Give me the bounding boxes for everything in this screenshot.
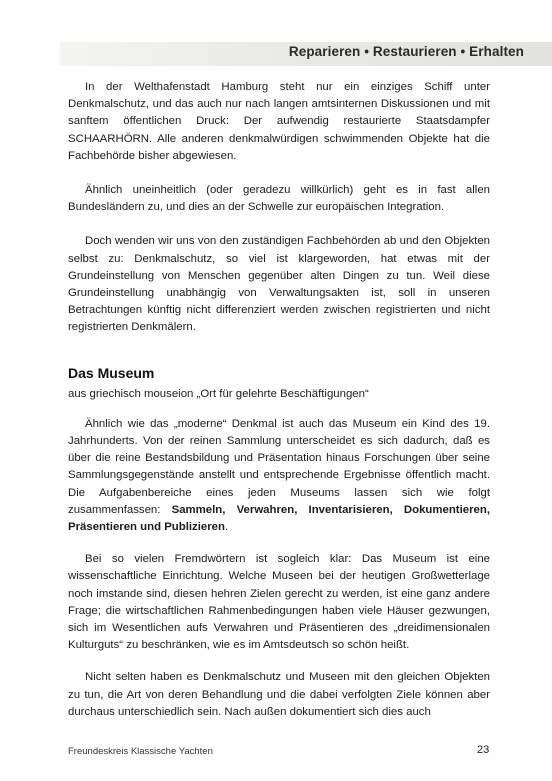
paragraph-end: . xyxy=(224,521,229,534)
paragraph: Bei so vielen Fremdwörtern ist sogleich klar: Das Museum ist eine wissenschaftliche Einrichtung. Welche Museen bei der heutigen Großwetterlage noch imstande sind, diesen hehren Zielen gerecht zu werden, ist eine ganz andere Frage; die wirtschaftlichen Rahmenbedingungen haben viele Häuser gezwungen, sich im Wesentlichen aufs Verwahren und Präsentieren des „dreidimensionalen Kulturguts“ zu beschränken, wie es im Amtsdeutsch so schön heißt. xyxy=(68,553,490,652)
section-heading: Das Museum xyxy=(68,364,155,381)
paragraph: Doch wenden wir uns von den zuständigen Fachbehörden ab und den Objekten selbst zu: Denkmalschutz, so viel ist klargeworden, hat etwas mit der Grundeinstellung von Menschen gegenüber alten Dingen zu tun. Weil diese Grundeinstellung unabhängig von Verwaltungsakten ist, soll in unseren Betrachtungen künftig nicht differenziert werden zwischen registrierten und nicht registrierten Denkmälern. xyxy=(68,235,490,334)
body-text xyxy=(68,79,490,736)
paragraph: Nicht selten haben es Denkmalschutz und Museen mit den gleichen Objekten zu tun, die Art von deren Behandlung und die dabei verfolgten Ziele können aber durchaus unterschiedlich sein. Nach außen dokumentiert sich dies auch xyxy=(68,671,490,718)
section-subtitle: aus griechisch mouseion „Ort für gelehrte Beschäftigungen“ xyxy=(68,387,369,400)
running-header: Reparieren • Restaurieren • Erhalten xyxy=(288,44,524,59)
page-number: 23 xyxy=(477,744,490,756)
footer-publication: Freundeskreis Klassische Yachten xyxy=(68,746,213,757)
paragraph xyxy=(68,416,490,536)
paragraph: Ähnlich uneinheitlich (oder geradezu willkürlich) geht es in fast allen Bundesländern zu, und dies an der Schwelle zur europäischen Integration. xyxy=(68,184,490,214)
museum-tasks-list: Sammeln, Verwahren, Inventarisieren, Dokumentieren, Präsentieren und Publizieren xyxy=(68,503,490,534)
paragraph-text: Ähnlich wie das „moderne“ Denkmal ist auch das Museum ein Kind des 19. Jahrhunderts. Von der reinen Sammlung unterscheidet es sich dadurch, daß es über die reine Bestandsbildung und Präsentation hinaus Forschungen über seine Sammlungsgegenstände anstellt und entsprechende Ergebnisse öffentlich macht. Die Aufgabenbereiche eines jeden Museums lassen sich wie folgt zusammenfassen: xyxy=(68,417,490,516)
paragraph: In der Welthafenstadt Hamburg steht nur ein einziges Schiff unter Denkmalschutz, und das auch nur nach langen amtsinternen Diskussionen und mit sanftem öffentlichen Druck: Der aufwendig restaurierte Staatsdampfer SCHAARHÖRN. Alle anderen denkmalwürdigen schwimmenden Objekte hat die Fachbehörde bisher abgewiesen. xyxy=(68,81,490,162)
